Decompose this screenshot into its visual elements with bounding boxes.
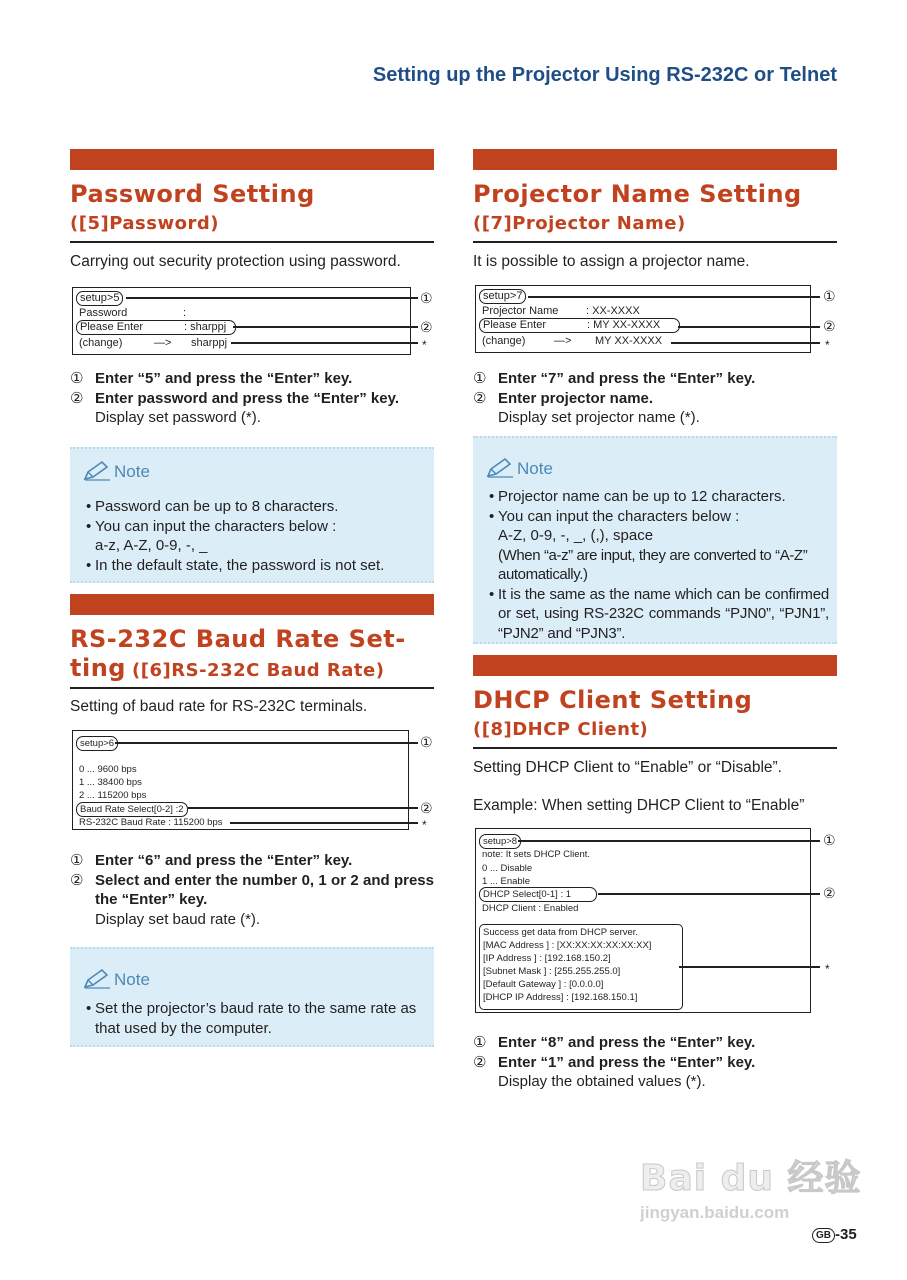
pencil-note-icon xyxy=(82,967,112,991)
projector-name-section xyxy=(473,0,837,1280)
marker-1: ① xyxy=(420,734,433,750)
note-box xyxy=(473,436,837,644)
terminal-screen: setup>8 note: It sets DHCP Client. 0 ... Disable 1 ... Enable DHCP Select[0-1] : 1 DHCP Client : Enabled Success get data from DHCP server. [MAC Address ] : [XX:XX:XX:XX:XX:XX] [IP Address ] : [192.168.150.2] [Subnet Mask ] : [255.255.255.0] [Default Gateway ] : [0.0.0.0] [DHCP IP Address] : [192.168.150.1] xyxy=(475,828,811,1013)
step-list xyxy=(70,851,434,929)
step-result: Display set projector name (*). xyxy=(498,409,700,426)
step-item: ① Enter “5” and press the “Enter” key. xyxy=(70,370,353,387)
marker-star: * xyxy=(422,338,427,352)
step-list xyxy=(473,1033,837,1092)
note-heading: Note xyxy=(82,459,150,483)
step-item: ① Enter “7” and press the “Enter” key. xyxy=(473,370,756,387)
terminal-entry: DHCP Select[0-1] : 1 xyxy=(479,887,597,902)
step-result: Display set password (*). xyxy=(95,409,261,426)
section-bar xyxy=(473,655,837,676)
marker-star: * xyxy=(825,338,830,352)
pencil-note-icon xyxy=(82,459,112,483)
leader-line xyxy=(678,326,820,328)
terminal-prompt: setup>5 xyxy=(76,291,123,306)
page-number: GB -35 xyxy=(812,1226,857,1243)
section-title: DHCP Client Setting ([8]DHCP Client) xyxy=(473,686,753,740)
marker-1: ① xyxy=(823,832,836,848)
note-box xyxy=(70,447,434,583)
terminal-prompt: setup>8 xyxy=(479,834,521,849)
note-item: • You can input the characters below : a-z, A-Z, 0-9, -, _ xyxy=(86,517,426,556)
terminal-screen: setup>5 Password : Please Enter : sharppj (change) —> sharppj xyxy=(72,287,411,355)
section-intro: Setting DHCP Client to “Enable” or “Disable”. xyxy=(473,759,782,776)
step-result: Display the obtained values (*). xyxy=(498,1073,706,1090)
leader-line xyxy=(188,807,418,809)
leader-line xyxy=(126,297,418,299)
marker-2: ② xyxy=(420,319,433,335)
section-rule xyxy=(473,747,837,749)
note-item: • Set the projector’s baud rate to the same rate as that used by the computer. xyxy=(86,999,426,1038)
terminal-prompt: setup>6 xyxy=(76,736,118,751)
step-list xyxy=(70,369,434,428)
terminal-entry: Please Enter : sharppj xyxy=(76,320,236,335)
terminal-entry: Please Enter : MY XX-XXXX xyxy=(479,318,680,333)
section-intro: Carrying out security protection using password. xyxy=(70,253,401,270)
section-bar xyxy=(473,149,837,170)
leader-line xyxy=(671,342,820,344)
section-rule xyxy=(473,241,837,243)
step-list xyxy=(473,369,837,428)
section-title: RS-232C Baud Rate Set- ting ([6]RS-232C Baud Rate) xyxy=(70,625,406,682)
pencil-note-icon xyxy=(485,456,515,480)
terminal-screen: setup>6 0 ... 9600 bps 1 ... 38400 bps 2 ... 115200 bps Baud Rate Select[0-2] :2 RS-232C Baud Rate : 115200 bps xyxy=(72,730,409,830)
leader-line xyxy=(528,296,820,298)
leader-line xyxy=(231,342,418,344)
note-heading: Note xyxy=(485,456,553,480)
step-item: ② Select and enter the number 0, 1 or 2 and press the “Enter” key. xyxy=(70,871,434,908)
leader-line xyxy=(679,966,820,968)
section-title: Password Setting ([5]Password) xyxy=(70,180,315,234)
step-item: ① Enter “8” and press the “Enter” key. xyxy=(473,1034,756,1051)
marker-1: ① xyxy=(420,290,433,306)
section-bar xyxy=(70,594,434,615)
section-rule xyxy=(70,241,434,243)
step-item: ② Enter “1” and press the “Enter” key. xyxy=(473,1053,756,1071)
note-item: • It is the same as the name which can be confirmed or set, using RS-232C commands “PJN0”, “PJN1”, “PJN2” and “PJN3”. xyxy=(489,585,829,644)
step-item: ② Enter projector name. xyxy=(473,389,654,407)
note-item: • In the default state, the password is not set. xyxy=(86,556,426,576)
leader-line xyxy=(115,742,418,744)
marker-1: ① xyxy=(823,288,836,304)
baidu-watermark: Bai du 经验 jingyan.baidu.com xyxy=(640,1158,862,1222)
section-bar xyxy=(70,149,434,170)
region-badge: GB xyxy=(812,1228,835,1243)
note-item: • Password can be up to 8 characters. xyxy=(86,497,426,517)
step-item: ② Enter password and press the “Enter” key. xyxy=(70,389,399,407)
password-section xyxy=(70,0,434,1280)
dhcp-result-block: Success get data from DHCP server. [MAC Address ] : [XX:XX:XX:XX:XX:XX] [IP Address ] : [192.168.150.2] [Subnet Mask ] : [255.255.255.0] [Default Gateway ] : [0.0.0.0] [DHCP IP Address] : [192.168.150.1] xyxy=(479,924,683,1010)
note-item: • Projector name can be up to 12 characters. xyxy=(489,487,829,507)
note-item: • You can input the characters below : A-Z, 0-9, -, _, (,), space (When “a-z” are input, they are converted to “A-Z” automatically.) xyxy=(489,507,829,585)
leader-line xyxy=(233,326,418,328)
terminal-screen: setup>7 Projector Name : XX-XXXX Please Enter : MY XX-XXXX (change) —> MY XX-XXXX xyxy=(475,285,811,353)
section-intro: Setting of baud rate for RS-232C terminals. xyxy=(70,698,368,715)
step-item: ① Enter “6” and press the “Enter” key. xyxy=(70,852,353,869)
marker-2: ② xyxy=(823,885,836,901)
marker-star: * xyxy=(825,962,830,976)
leader-line xyxy=(518,840,820,842)
note-box xyxy=(70,947,434,1047)
leader-line xyxy=(598,893,820,895)
page-header-title: Setting up the Projector Using RS-232C or Telnet xyxy=(372,64,837,86)
note-heading: Note xyxy=(82,967,150,991)
leader-line xyxy=(230,822,418,824)
section-title: Projector Name Setting ([7]Projector Name) xyxy=(473,180,802,234)
section-intro: It is possible to assign a projector name. xyxy=(473,253,750,270)
section-example: Example: When setting DHCP Client to “Enable” xyxy=(473,797,805,814)
step-result: Display set baud rate (*). xyxy=(95,910,261,928)
marker-star: * xyxy=(422,818,427,832)
terminal-entry: Baud Rate Select[0-2] :2 xyxy=(76,802,188,817)
marker-2: ② xyxy=(420,800,433,816)
marker-2: ② xyxy=(823,318,836,334)
terminal-prompt: setup>7 xyxy=(479,289,526,304)
section-rule xyxy=(70,687,434,689)
